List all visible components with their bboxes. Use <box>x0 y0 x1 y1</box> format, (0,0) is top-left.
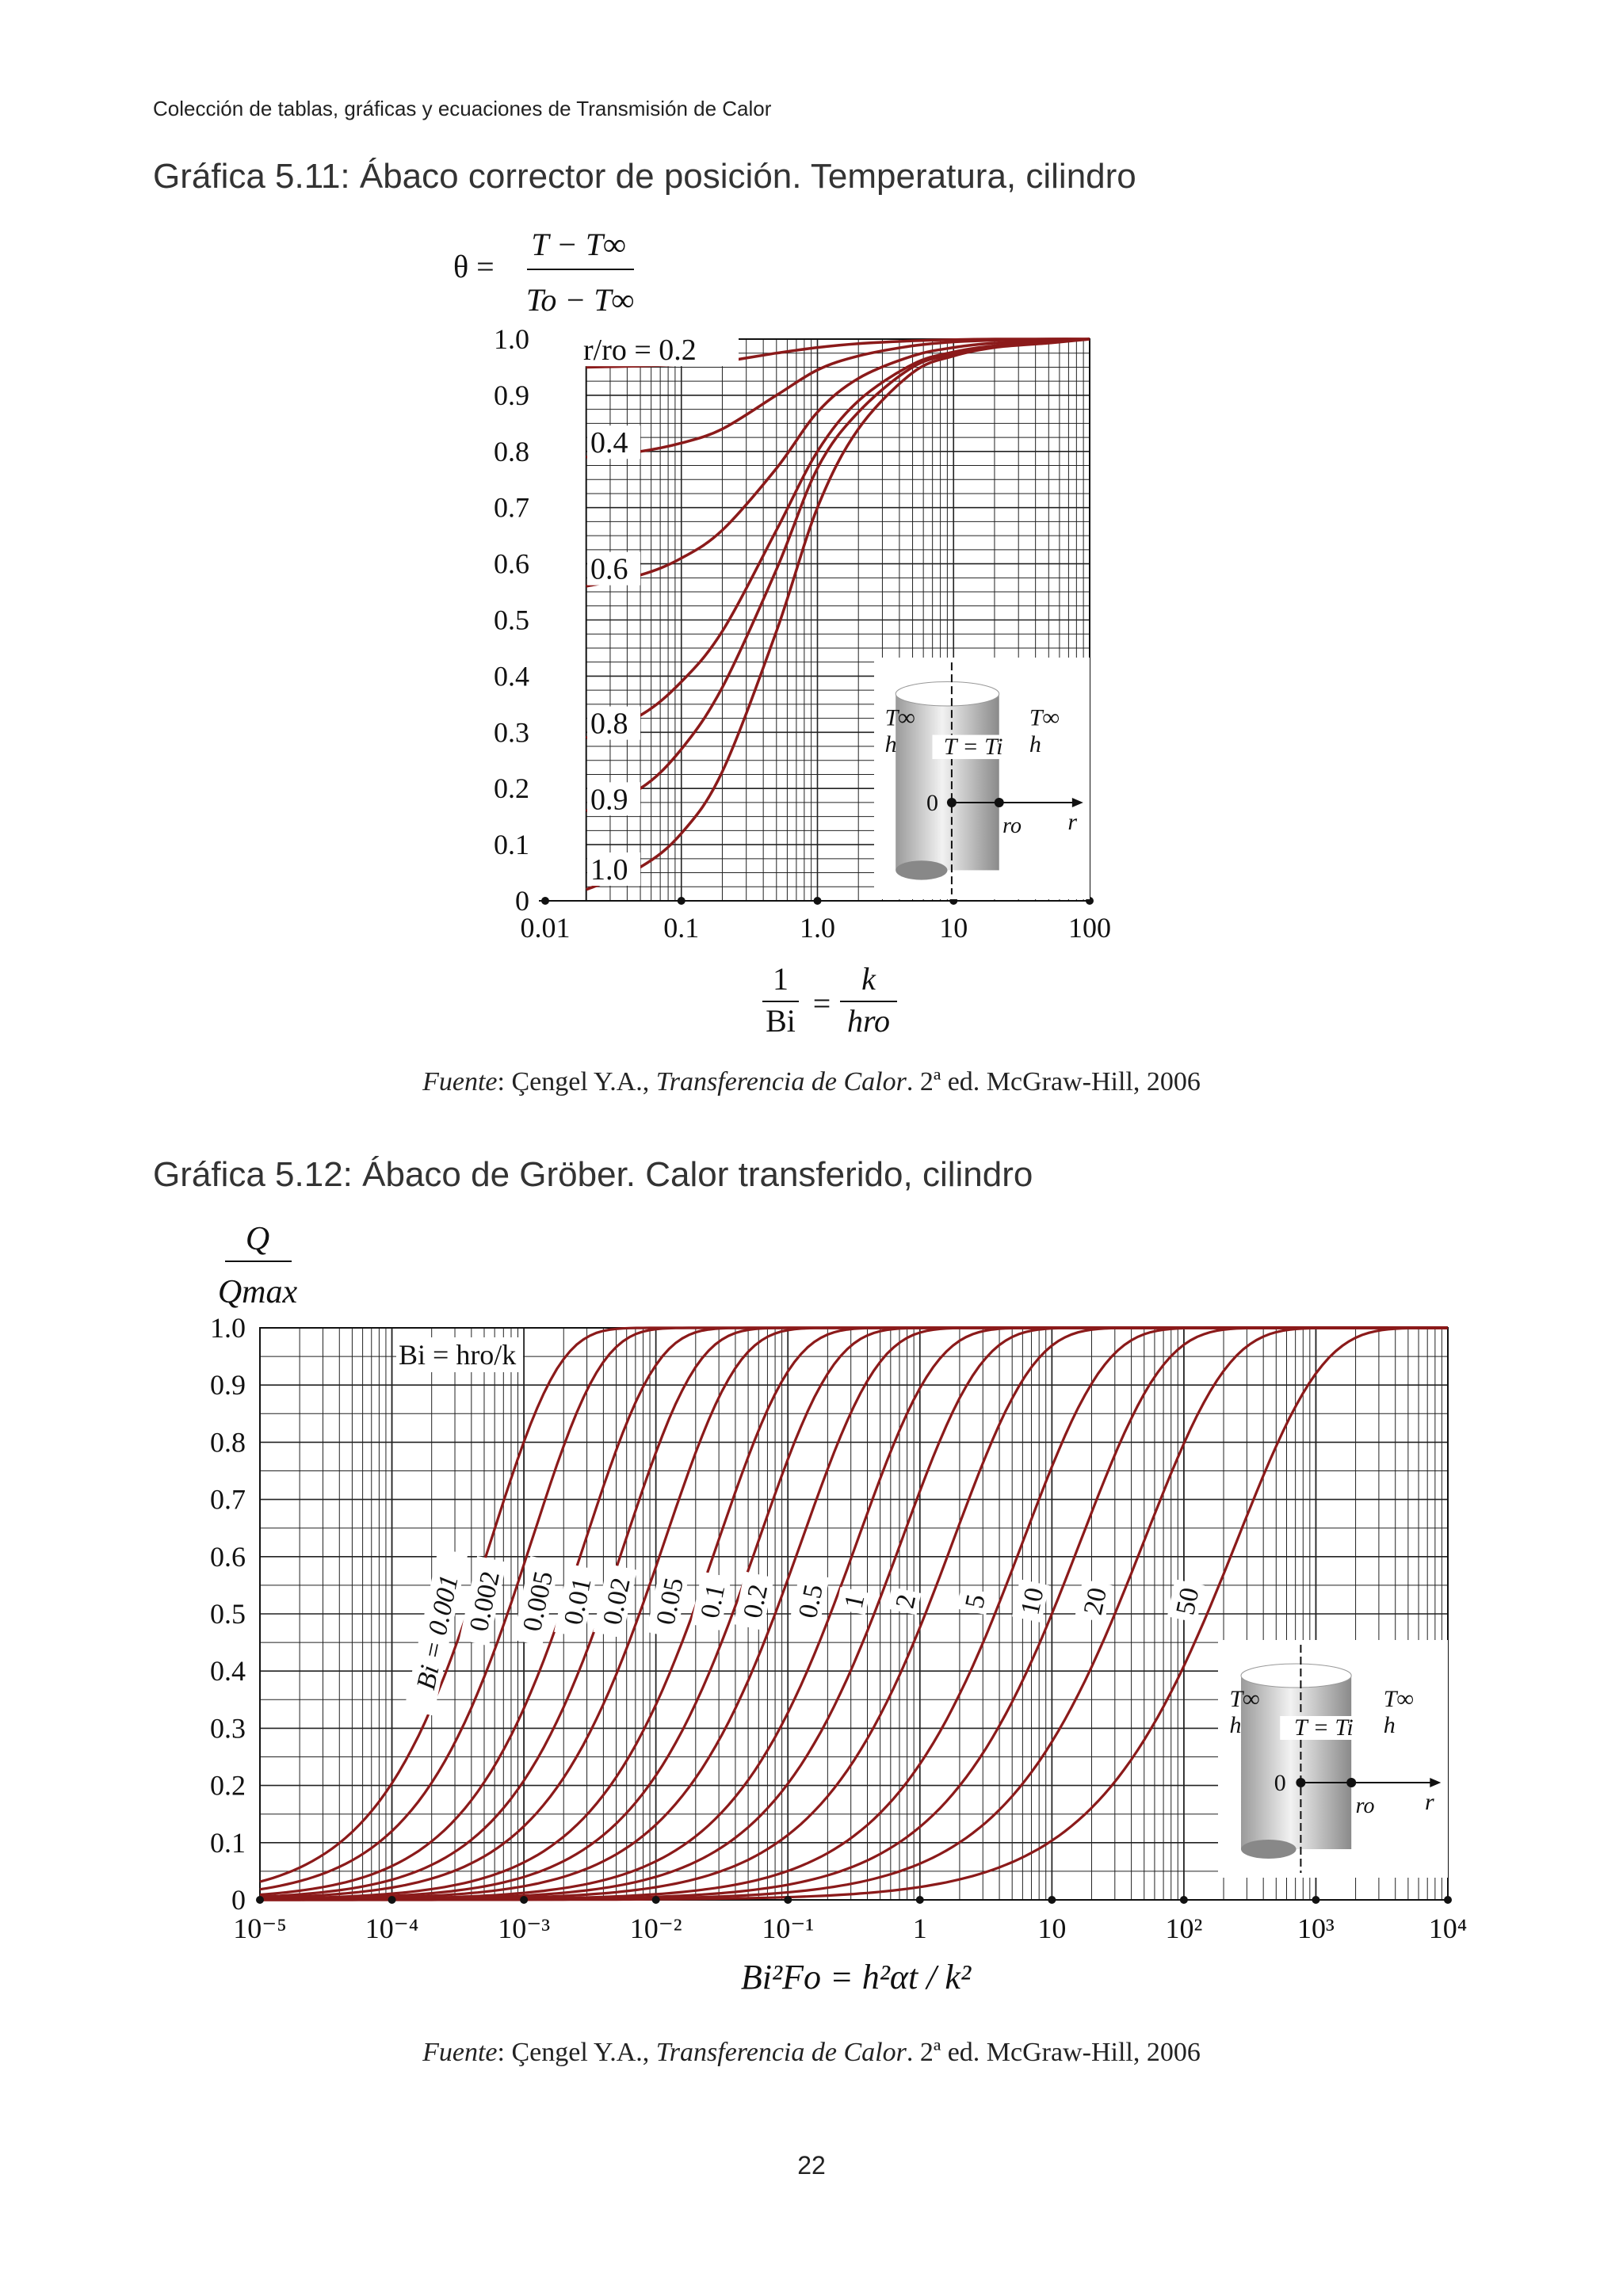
y-tick-label: 0.7 <box>210 1483 246 1516</box>
y-tick-label: 1.0 <box>210 1312 246 1344</box>
y-label-qmax: Qmax <box>217 1274 298 1310</box>
inset-center-temp: T = Ti <box>1294 1714 1354 1741</box>
x-tick-dot <box>916 1896 924 1904</box>
curve-label-bi-0.2: 0.2 <box>738 1581 774 1621</box>
chart1-source-label: Fuente <box>422 1067 498 1097</box>
x-label-hro: hro <box>846 1003 891 1039</box>
curve-label-0.8: 0.8 <box>590 707 628 741</box>
curve-label-0.6: 0.6 <box>590 552 628 586</box>
x-tick-label: 10⁻² <box>629 1913 682 1944</box>
x-label-bi: Bi <box>766 1003 796 1039</box>
curve-label-group <box>1075 1579 1113 1623</box>
chart1-source-book: Transferencia de Calor <box>655 1067 907 1097</box>
y-label-q: Q <box>245 1221 270 1257</box>
curve-label-group <box>554 1564 599 1638</box>
curve-label-group <box>691 1571 733 1630</box>
inset-h-left: h <box>1229 1712 1242 1738</box>
x-tick-dot <box>388 1896 396 1904</box>
y-tick-label: 0.6 <box>494 547 529 580</box>
curve-label-group <box>734 1571 776 1630</box>
inset-tinf-left: T∞ <box>1229 1686 1260 1712</box>
curve-label-bi-50: 50 <box>1170 1585 1205 1618</box>
y-tick-label: 0.4 <box>210 1655 246 1688</box>
x-tick-dot <box>256 1896 264 1904</box>
x-label-equals: = <box>812 986 831 1021</box>
cylinder-bottom <box>896 860 947 879</box>
y-tick-label: 0.9 <box>210 1369 246 1402</box>
x-tick-label: 10³ <box>1297 1913 1335 1944</box>
inset-ro: ro <box>1002 814 1022 838</box>
y-tick-label: 0.4 <box>494 660 529 692</box>
curve-label-bi-0.1: 0.1 <box>695 1581 731 1621</box>
y-tick-label: 0.5 <box>494 604 529 636</box>
x-tick-label: 1.0 <box>800 912 835 944</box>
x-tick-dot <box>1180 1896 1188 1904</box>
curve-label-0.2: r/ro = 0.2 <box>583 334 697 368</box>
x-tick-dot <box>1048 1896 1056 1904</box>
x-tick-dot <box>784 1896 792 1904</box>
y-label-theta: θ = <box>453 249 495 284</box>
x-tick-label: 1 <box>912 1913 927 1944</box>
chart2-source-edition: . 2ª ed. McGraw-Hill, 2006 <box>906 2038 1201 2067</box>
curve-label-bi-0.02: 0.02 <box>598 1575 636 1628</box>
x-tick-label: 10⁻³ <box>498 1913 551 1944</box>
page-number: 22 <box>797 2151 826 2180</box>
inset-h-left: h <box>884 730 897 757</box>
x-tick-dot <box>814 897 822 905</box>
cylinder-bottom <box>1241 1840 1296 1859</box>
x-tick-label: 10 <box>1037 1913 1067 1944</box>
inset-ro-point <box>995 798 1004 807</box>
curve-label-group <box>887 1587 922 1615</box>
cylinder-top <box>1241 1664 1351 1688</box>
chart2-source-label: Fuente <box>422 2038 498 2067</box>
x-tick-label: 0.1 <box>663 912 700 944</box>
curve-label-1.0: 1.0 <box>590 853 628 887</box>
x-tick-dot <box>652 1896 660 1904</box>
y-tick-label: 0 <box>515 885 529 917</box>
x-tick-label: 10⁻⁵ <box>233 1913 287 1944</box>
inset-zero: 0 <box>926 790 938 816</box>
curve-label-bi-10: 10 <box>1015 1585 1050 1618</box>
curve-label-group <box>836 1587 872 1615</box>
y-label-denominator: To − T∞ <box>525 282 635 318</box>
y-tick-label: 0.2 <box>210 1769 246 1802</box>
inset-ro: ro <box>1355 1794 1375 1818</box>
curve-label-bi-0.002: 0.002 <box>464 1568 506 1634</box>
inset-h-right: h <box>1383 1712 1396 1738</box>
curve-label-0.4: 0.4 <box>590 426 628 460</box>
y-tick-label: 0.1 <box>494 829 529 861</box>
x-tick-dot <box>520 1896 528 1904</box>
bi-definition: Bi = hro/k <box>399 1339 517 1371</box>
curve-label-group <box>1167 1579 1206 1623</box>
y-tick-label: 0.9 <box>494 379 529 411</box>
inset-tinf-right: T∞ <box>1029 704 1060 731</box>
x-tick-dot <box>678 897 685 905</box>
x-label-one: 1 <box>773 961 789 997</box>
y-tick-label: 0.8 <box>210 1426 246 1459</box>
chart2-plot <box>210 1221 1467 1997</box>
curve-label-group <box>957 1587 992 1615</box>
inset-origin <box>1296 1778 1305 1787</box>
chart1-source-edition: . 2ª ed. McGraw-Hill, 2006 <box>906 1067 1201 1097</box>
inset-ro-point <box>1346 1778 1356 1787</box>
curve-label-group <box>1012 1579 1051 1623</box>
inset-origin <box>947 798 957 807</box>
x-tick-label: 10⁻¹ <box>762 1913 815 1944</box>
x-tick-label: 10⁻⁴ <box>365 1913 419 1944</box>
inset-center-temp: T = Ti <box>943 734 1003 760</box>
y-tick-label: 0.5 <box>210 1598 246 1630</box>
chart2-source-author: : Çengel Y.A., <box>497 2038 656 2067</box>
x-label-k: k <box>861 961 876 997</box>
y-tick-label: 0.2 <box>494 772 529 805</box>
inset-tinf-left: T∞ <box>884 704 915 731</box>
curve-label-0.9: 0.9 <box>590 783 628 817</box>
cylinder-top <box>896 682 999 707</box>
chart2-inset <box>1218 1640 1448 1878</box>
y-tick-label: 0 <box>231 1884 246 1916</box>
curve-label-bi-0.001: Bi = 0.001 <box>411 1572 464 1692</box>
y-tick-label: 0.3 <box>494 716 529 749</box>
curve-label-group <box>789 1571 831 1630</box>
inset-h-right: h <box>1029 730 1041 757</box>
curve-label-bi-1: 1 <box>838 1592 871 1611</box>
inset-r: r <box>1067 809 1078 835</box>
x-tick-dot <box>1312 1896 1319 1904</box>
inset-r: r <box>1424 1789 1434 1815</box>
x-tick-label: 10² <box>1165 1913 1203 1944</box>
x-tick-dot <box>1444 1896 1452 1904</box>
x-tick-label: 10⁴ <box>1428 1913 1468 1944</box>
chart1-plot <box>453 227 1111 1039</box>
y-tick-label: 0.7 <box>494 491 529 524</box>
y-tick-label: 0.6 <box>210 1540 246 1573</box>
curve-label-bi-5: 5 <box>960 1592 991 1611</box>
y-tick-label: 0.1 <box>210 1826 246 1859</box>
chart1-inset <box>874 658 1090 899</box>
page-header: Colección de tablas, gráficas y ecuaciones de Transmisión de Calor <box>153 97 772 120</box>
inset-tinf-right: T∞ <box>1383 1686 1414 1712</box>
curve-label-bi-0.01: 0.01 <box>559 1575 598 1628</box>
y-tick-label: 0.3 <box>210 1712 246 1745</box>
inset-zero: 0 <box>1274 1770 1286 1796</box>
y-label-numerator: T − T∞ <box>531 227 626 262</box>
chart1-source-author: : Çengel Y.A., <box>497 1067 656 1097</box>
y-tick-label: 0.8 <box>494 435 529 467</box>
curve-label-bi-2: 2 <box>890 1592 922 1611</box>
chart2-source-book: Transferencia de Calor <box>655 2038 907 2067</box>
x-tick-label: 10 <box>939 912 968 944</box>
x-tick-label: 100 <box>1068 912 1111 944</box>
curve-label-bi-20: 20 <box>1078 1585 1113 1618</box>
chart1-title: Gráfica 5.11: Ábaco corrector de posición. Temperatura, cilindro <box>153 157 1136 196</box>
chart2-title: Gráfica 5.12: Ábaco de Gröber. Calor transferido, cilindro <box>153 1155 1033 1194</box>
x-tick-dot <box>541 897 549 905</box>
curve-label-bi-0.005: 0.005 <box>517 1568 559 1634</box>
curve-label-bi-0.05: 0.05 <box>651 1575 690 1628</box>
y-tick-label: 1.0 <box>494 323 529 355</box>
x-tick-label: 0.01 <box>520 912 571 944</box>
curve-label-bi-0.5: 0.5 <box>793 1581 830 1621</box>
x-axis-label: Bi²Fo = h²αt / k² <box>740 1958 972 1997</box>
curve-label-group <box>593 1564 638 1638</box>
